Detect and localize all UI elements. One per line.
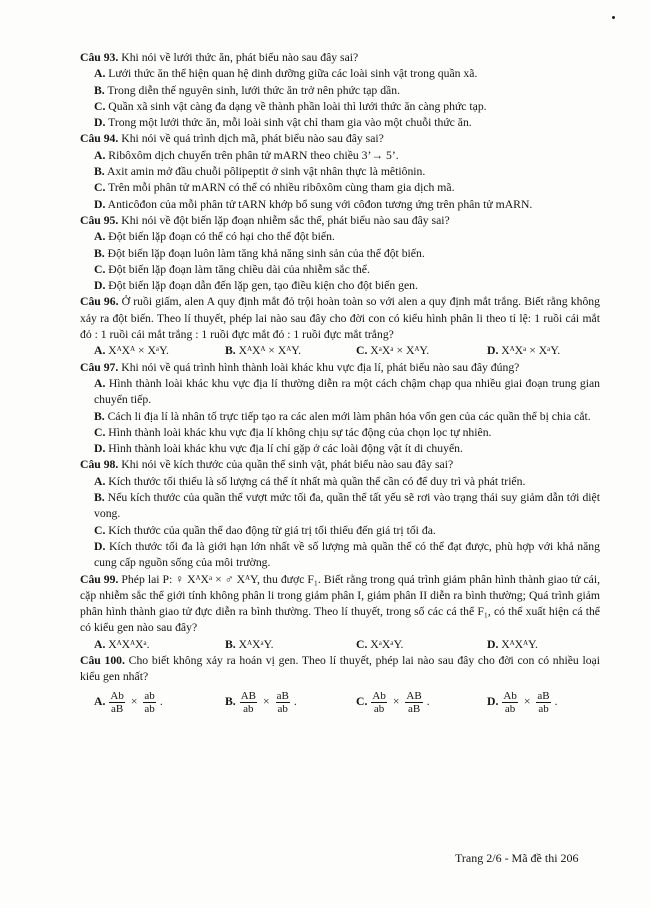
option-label: B. (225, 344, 236, 358)
option-label: B. (94, 83, 105, 97)
option-text: Quần xã sinh vật càng đa dạng về thành phần loài thì lưới thức ăn càng phức tạp. (105, 99, 487, 113)
option-text: Trên mỗi phân tử mARN có thể có nhiều ribôxôm cùng tham gia dịch mã. (105, 181, 455, 195)
fraction-bottom: ab (277, 702, 288, 715)
option-text: Ribôxôm dịch chuyển trên phân tử mARN theo chiều 3’→ 5’. (105, 148, 399, 162)
option-text: Hình thành loài khác khu vực địa lí chỉ gặp ở các loài động vật ít di chuyển. (105, 442, 463, 456)
option-text: Trong một lưới thức ăn, mỗi loài sinh vật chỉ tham gia vào một chuỗi thức ăn. (105, 116, 472, 130)
question-number: Câu 94. (80, 132, 119, 146)
genotype-fraction (143, 690, 155, 715)
genotype-fraction (405, 690, 422, 715)
option-text: Đột biến lặp đoạn có thể có hại cho thể đột biến. (105, 230, 335, 244)
question-stem (80, 572, 600, 637)
option-label: C. (356, 344, 368, 358)
fraction-top: Ab (110, 689, 124, 702)
fraction-top: Ab (503, 689, 517, 702)
option-text: Đột biến lặp đoạn dẫn đến lặp gen, tạo điều kiện cho đột biến gen. (105, 279, 418, 293)
answer-option (80, 278, 600, 294)
answer-option (80, 148, 600, 164)
option-label: A. (94, 344, 106, 358)
option-text: XᴬXᴬY. (498, 637, 538, 651)
question-stem (80, 213, 600, 229)
option-label: C. (94, 99, 106, 113)
option-text: XᴬXᴬ × XᴬY. (235, 344, 302, 358)
option-text: Đột biến lặp đoạn luôn làm tăng khả năng sinh sản của thể đột biến. (104, 246, 425, 260)
option-label: B. (94, 246, 105, 260)
answer-option (80, 164, 600, 180)
answer-option (80, 376, 600, 409)
option-text: XᴬXᵃ × XᵃY. (498, 344, 561, 358)
question-number: Câu 97. (80, 360, 119, 374)
option-label: B. (225, 637, 236, 651)
question-98 (80, 457, 600, 571)
option-label: A. (94, 67, 106, 81)
option-text: XᴬXᵃY. (235, 637, 274, 651)
genotype-fraction (109, 690, 124, 715)
answer-option (487, 343, 614, 359)
answer-option (80, 425, 600, 441)
option-label: D. (94, 279, 106, 293)
option-text: XᵃXᵃY. (367, 637, 404, 651)
question-95 (80, 213, 600, 294)
fraction-bottom: aB (407, 702, 421, 715)
answer-row (80, 690, 600, 715)
answer-option (80, 180, 600, 196)
option-label: A. (94, 376, 106, 390)
question-stem (80, 457, 600, 473)
option-text: Cách li địa lí là nhân tố trực tiếp tạo ra các alen mới làm phân hóa vốn gen của các quần thể bị chia cắt. (104, 409, 591, 423)
fraction-top: aB (276, 689, 289, 702)
answer-option (487, 690, 614, 715)
option-label: A. (94, 694, 106, 708)
option-label: D. (487, 637, 499, 651)
option-label: D. (487, 694, 499, 708)
answer-option (80, 83, 600, 99)
question-list (80, 50, 600, 715)
answer-option (80, 490, 600, 523)
question-94 (80, 131, 600, 212)
genotype-fraction (276, 690, 290, 715)
cross-symbol: × (263, 694, 270, 708)
answer-option (94, 690, 225, 715)
genotype-fraction (502, 690, 517, 715)
question-number: Câu 96. (80, 295, 119, 309)
fraction-top: AB (406, 689, 422, 702)
option-text: Hình thành loài khác khu vực địa lí không chịu sự tác động của chọn lọc tự nhiên. (105, 425, 492, 439)
question-99 (80, 572, 600, 653)
answer-option (80, 115, 600, 131)
option-text: Lưới thức ăn thể hiện quan hệ dinh dưỡng giữa các loài sinh vật trong quần xã. (105, 67, 478, 81)
question-number: Câu 99. (80, 572, 119, 586)
option-text: XᵃXᵃ × XᴬY. (367, 344, 430, 358)
option-text: Hình thành loài khác khu vực địa lí thường diễn ra một cách chậm chạp qua nhiều giai đoạn trung gian chuyển tiếp. (94, 376, 600, 407)
option-text: Kích thước tối đa là giới hạn lớn nhất về số lượng mà quần thể có thể đạt được, phù hợp với khả năng cung cấp nguồn sống của môi trường. (94, 539, 600, 570)
option-label: A. (94, 637, 106, 651)
genotype-fraction (240, 690, 257, 715)
option-label: D. (94, 116, 106, 130)
question-text: Cho biết không xảy ra hoán vị gen. Theo lí thuyết, phép lai nào sau đây cho đời con có nhiều loại kiểu gen nhất? (80, 653, 600, 684)
answer-option (80, 474, 600, 490)
answer-option (80, 539, 600, 572)
option-label: C. (356, 694, 368, 708)
option-text: Kích thước tối thiểu là số lượng cá thể ít nhất mà quần thể cần có để duy trì và phát triển. (105, 474, 526, 488)
genotype-fraction (536, 690, 550, 715)
period: . (293, 694, 297, 708)
question-text: Khi nói về kích thước của quần thể sinh vật, phát biểu nào sau đây sai? (118, 458, 454, 472)
question-stem (80, 50, 600, 66)
option-text: XᴬXᴬ × XᵃY. (105, 344, 169, 358)
question-93 (80, 50, 600, 131)
option-label: C. (94, 523, 106, 537)
option-text: Anticôđon của mỗi phân tử tARN khớp bổ sung với côđon tương ứng trên phân tử mARN. (105, 197, 533, 211)
option-text: Axit amin mở đầu chuỗi pôlipeptit ở sinh vật nhân thực là mêtiônin. (104, 165, 426, 179)
option-text: Trong diễn thế nguyên sinh, lưới thức ăn trở nên phức tạp dần. (104, 83, 400, 97)
option-label: D. (94, 442, 106, 456)
answer-row (80, 343, 600, 359)
option-text: Kích thước của quần thể dao động từ giá trị tối thiểu đến giá trị tối đa. (105, 523, 436, 537)
fraction-bottom: ab (144, 702, 155, 715)
fraction-top: AB (240, 689, 256, 702)
question-text: Khi nói về quá trình hình thành loài khác khu vực địa lí, phát biểu nào sau đây đúng? (118, 360, 520, 374)
answer-option (487, 637, 614, 653)
fraction-bottom: ab (373, 702, 385, 715)
answer-option (80, 523, 600, 539)
question-stem (80, 653, 600, 686)
option-label: C. (356, 637, 368, 651)
answer-option (80, 197, 600, 213)
answer-option (225, 637, 356, 653)
cross-symbol: × (392, 694, 400, 708)
answer-option (225, 690, 356, 715)
answer-option (80, 409, 600, 425)
answer-option (80, 229, 600, 245)
option-label: D. (94, 197, 106, 211)
answer-option (225, 343, 356, 359)
question-number: Câu 95. (80, 213, 119, 227)
question-number: Câu 93. (80, 51, 119, 64)
option-label: A. (94, 230, 106, 244)
option-text: Nếu kích thước của quần thể vượt mức tối đa, quần thể tất yếu sẽ rơi vào trạng thái suy giảm dẫn tới diệt vong. (94, 491, 600, 521)
option-label: C. (94, 425, 106, 439)
question-100 (80, 653, 600, 715)
question-number: Câu 98. (80, 458, 119, 472)
answer-option (80, 246, 600, 262)
question-stem (80, 360, 600, 376)
period: . (159, 694, 163, 708)
answer-option (356, 637, 487, 653)
answer-row (80, 637, 600, 653)
question-number: Câu 100. (80, 653, 125, 667)
question-97 (80, 360, 600, 458)
fraction-bottom: ab (538, 702, 549, 715)
question-stem (80, 131, 600, 147)
answer-option (80, 262, 600, 278)
fraction-top: Ab (372, 689, 386, 702)
option-label: D. (487, 344, 499, 358)
answer-option (94, 343, 225, 359)
option-label: C. (94, 181, 106, 195)
question-text: Phép lai P: ♀ XᴬXᵃ × ♂ XᴬY, thu được F₁. Biết rằng trong quá trình giảm phân hình thành giao tử cái, cặp nhiễm sắc thể giới tính không phân li trong giảm phân I, giảm phân II diễn ra bình thường; Quá trình giảm phân hình thành giao tử đực diễn ra bình thường. Theo lí thuyết, trong số các cá thể F₁, có thể xuất hiện cá thể có kiểu gen nào sau đây? (80, 572, 600, 635)
question-text: Khi nói về lưới thức ăn, phát biểu nào sau đây sai? (118, 51, 359, 64)
page-footer: Trang 2/6 - Mã đề thi 206 (455, 851, 579, 865)
option-label: B. (94, 491, 105, 505)
cross-symbol: × (130, 694, 138, 708)
answer-option (80, 441, 600, 457)
answer-option (80, 66, 600, 82)
answer-option (80, 99, 600, 115)
fraction-bottom: ab (243, 702, 254, 715)
fraction-bottom: aB (110, 702, 124, 715)
option-label: A. (94, 148, 106, 162)
option-label: C. (94, 262, 106, 276)
option-label: B. (94, 409, 105, 423)
option-label: B. (225, 694, 236, 708)
fraction-top: aB (537, 689, 550, 702)
question-text: Ở ruồi giấm, alen A quy định mắt đỏ trội hoàn toàn so với alen a quy định mắt trắng. Biết rằng không xảy ra đột biến. Theo lí thuyết, phép lai nào sau đây cho đời con có kiểu hình phân li theo tỉ lệ: 1 ruồi cái mắt đỏ : 1 ruồi cái mắt trắng : 1 ruồi đực mắt đỏ : 1 ruồi đực mắt trắng? (80, 295, 600, 342)
answer-option (356, 343, 487, 359)
question-text: Khi nói về quá trình dịch mã, phát biểu nào sau đây sai? (118, 132, 384, 146)
question-96 (80, 294, 600, 359)
answer-option (94, 637, 225, 653)
fraction-bottom: ab (504, 702, 516, 715)
question-stem (80, 294, 600, 343)
option-text: XᴬXᴬXᵃ. (105, 637, 150, 651)
period: . (426, 694, 430, 708)
option-label: B. (94, 165, 105, 179)
period: . (554, 694, 558, 708)
option-label: D. (94, 539, 106, 553)
genotype-fraction (371, 690, 386, 715)
fraction-top: ab (144, 689, 155, 702)
option-label: A. (94, 474, 106, 488)
question-text: Khi nói về đột biến lặp đoạn nhiễm sắc thể, phát biểu nào sau đây sai? (118, 213, 450, 227)
answer-option (356, 690, 487, 715)
option-text: Đột biến lặp đoạn làm tăng chiều dài của nhiễm sắc thể. (105, 262, 370, 276)
cross-symbol: × (523, 694, 531, 708)
corner-dot (612, 16, 615, 19)
